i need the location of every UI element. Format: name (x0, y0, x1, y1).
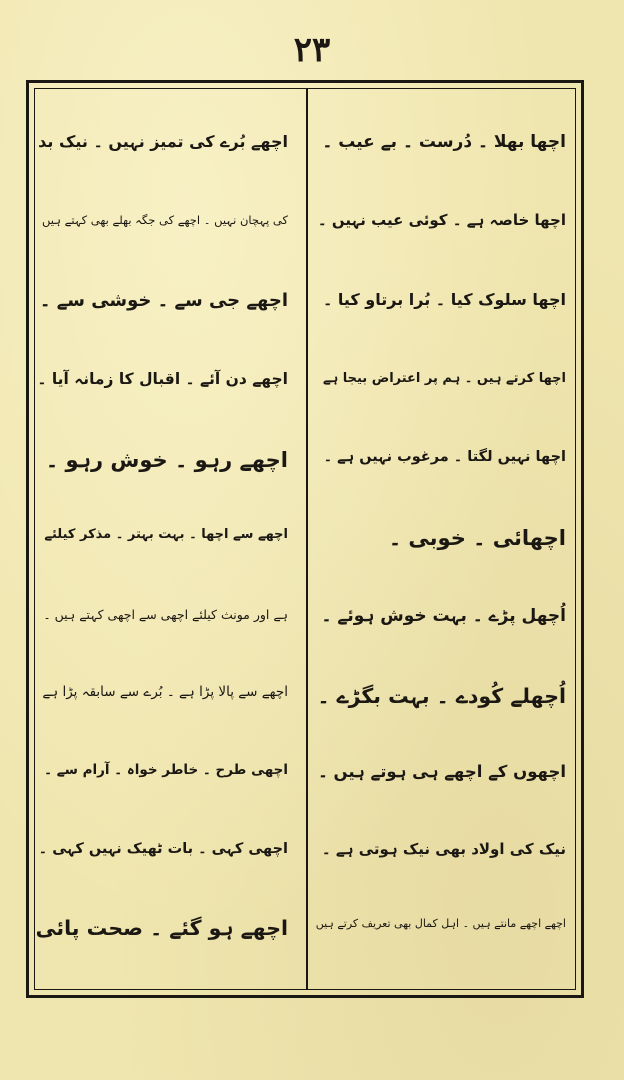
entry: اچھے بُرے کی تمیز نہیں ۔ نیک بد (38, 132, 288, 151)
entry: اچھی طرح ۔ خاطر خواہ ۔ آرام سے ۔ (44, 762, 288, 778)
entry: اچھے دن آئے ۔ اقبال کا زمانہ آیا ۔ (37, 370, 288, 388)
entry: اچھے جی سے ۔ خوشی سے ۔ (39, 290, 288, 311)
entry: اچھی کہی ۔ بات ٹھیک نہیں کہی ۔ (38, 841, 288, 857)
entry: اچھے سے اچھا ۔ بہت بہتر ۔ مذکر کیلئے (44, 527, 288, 542)
entry: اچھے ہو گئے ۔ صحت پائی (35, 916, 288, 940)
right-column (312, 96, 572, 982)
entry: اُچھل پڑے ۔ بہت خوش ہوئے ۔ (321, 606, 566, 626)
left-column (35, 96, 302, 982)
entry: نیک کی اولاد بھی نیک ہوتی ہے ۔ (321, 840, 566, 858)
entry: اچھوں کے اچھے ہی ہوتے ہیں ۔ (318, 762, 566, 781)
entry: اچھے سے پالا پڑا ہے ۔ بُرے سے سابقہ پڑا ہے (42, 684, 288, 700)
entry: اچھا سلوک کیا ۔ بُرا برتاو کیا ۔ (322, 290, 566, 309)
column-divider (306, 89, 308, 989)
entry: اچھا نہیں لگتا ۔ مرغوب نہیں ہے ۔ (323, 449, 566, 465)
entry: اچھائی ۔ خوبی ۔ (388, 526, 566, 550)
entry: کی پہچان نہیں ۔ اچھے کی جگہ بھلے بھی کہتے ہیں (42, 213, 288, 227)
entry: ہے اور مونث کیلئے اچھی سے اچھی کہتے ہیں ۔ (43, 607, 288, 622)
page-number: ۲۳ (293, 30, 331, 70)
entry: اچھا کرتے ہیں ۔ ہم پر اعتراض بیجا ہے (322, 371, 566, 386)
entry: اچھا بھلا ۔ دُرست ۔ بے عیب ۔ (322, 132, 566, 152)
entry: اچھے اچھے مانتے ہیں ۔ اہل کمال بھی تعریف کرتے ہیں (315, 917, 566, 930)
entry: اُچھلے کُودے ۔ بہت بگڑے ۔ (317, 684, 566, 708)
entry: اچھا خاصہ ہے ۔ کوئی عیب نہیں ۔ (317, 211, 566, 229)
entry: اچھے رہو ۔ خوش رہو ۔ (45, 448, 288, 472)
